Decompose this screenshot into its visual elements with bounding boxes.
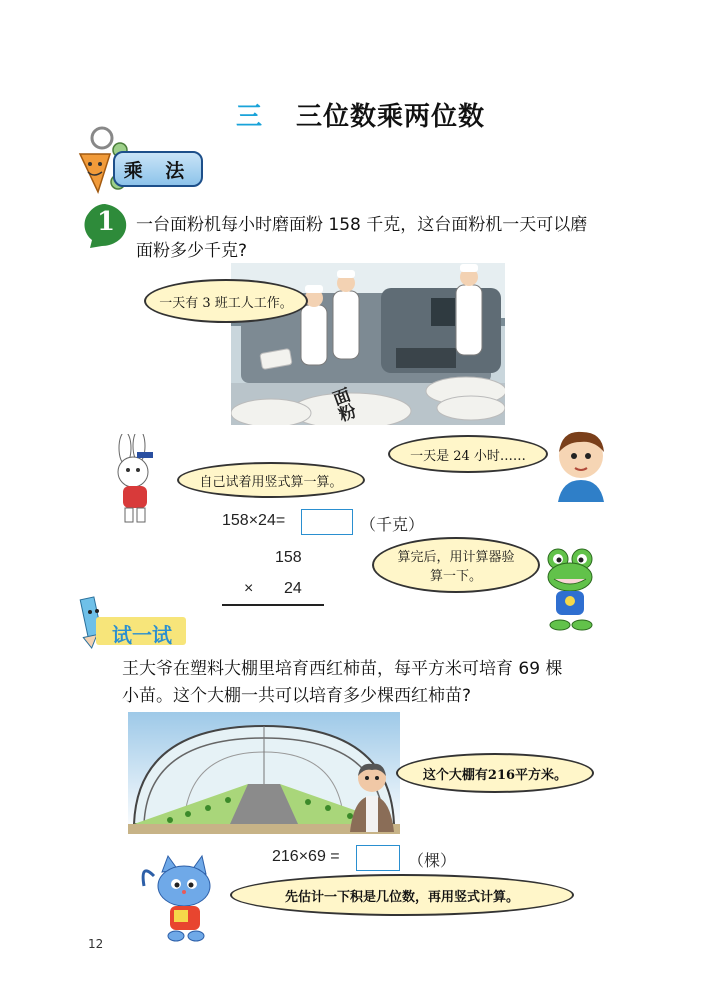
example-equation-left: 158×24= (222, 512, 286, 529)
page-number: 12 (88, 937, 104, 951)
example-equation-unit: （千克） (360, 515, 425, 534)
chapter-title: 三位数乘两位数 (296, 102, 486, 132)
rabbit-speech-bubble: 自己试着用竖式算一算。 (177, 462, 365, 498)
workers-speech-bubble: 一天有 3 班工人工作。 (144, 279, 308, 323)
example-number: 1 (97, 207, 116, 237)
try-label: 试一试 (112, 623, 172, 647)
cat-character-icon (140, 852, 226, 942)
old-man-character-icon (344, 758, 402, 832)
example-problem-line1: 一台面粉机每小时磨面粉 158 千克，这台面粉机一天可以磨 (136, 215, 588, 235)
example-problem-line2: 面粉多少千克? (136, 241, 248, 261)
area-speech-bubble: 这个大棚有216平方米。 (396, 753, 594, 793)
frog-speech-bubble: 算完后，用计算器验算一下。 (372, 537, 540, 593)
chapter-number: 三 (236, 102, 265, 132)
rabbit-character-icon (103, 434, 173, 526)
try-equation-left: 216×69 = (272, 848, 340, 865)
vertical-operator: × (244, 580, 254, 597)
vertical-line (222, 604, 324, 606)
vertical-multiplier: 24 (284, 580, 302, 597)
try-problem-line1: 王大爷在塑料大棚里培育西红柿苗，每平方米可培育 69 棵 (122, 659, 563, 679)
try-problem-line2: 小苗。这个大棚一共可以培育多少棵西红柿苗? (122, 686, 472, 706)
boy-character-icon (550, 426, 612, 502)
hours-speech-bubble: 一天是 24 小时…… (388, 435, 548, 473)
frog-character-icon (540, 545, 602, 633)
vertical-multiplicand: 158 (275, 549, 302, 566)
example-answer-box[interactable] (301, 509, 353, 535)
try-equation-unit: （棵） (408, 851, 457, 870)
flour-bag-label: 面粉 (326, 385, 358, 425)
cat-speech-bubble: 先估计一下积是几位数，再用竖式计算。 (230, 874, 574, 916)
section-tag: 乘 法 (113, 151, 203, 187)
try-answer-box[interactable] (356, 845, 400, 871)
